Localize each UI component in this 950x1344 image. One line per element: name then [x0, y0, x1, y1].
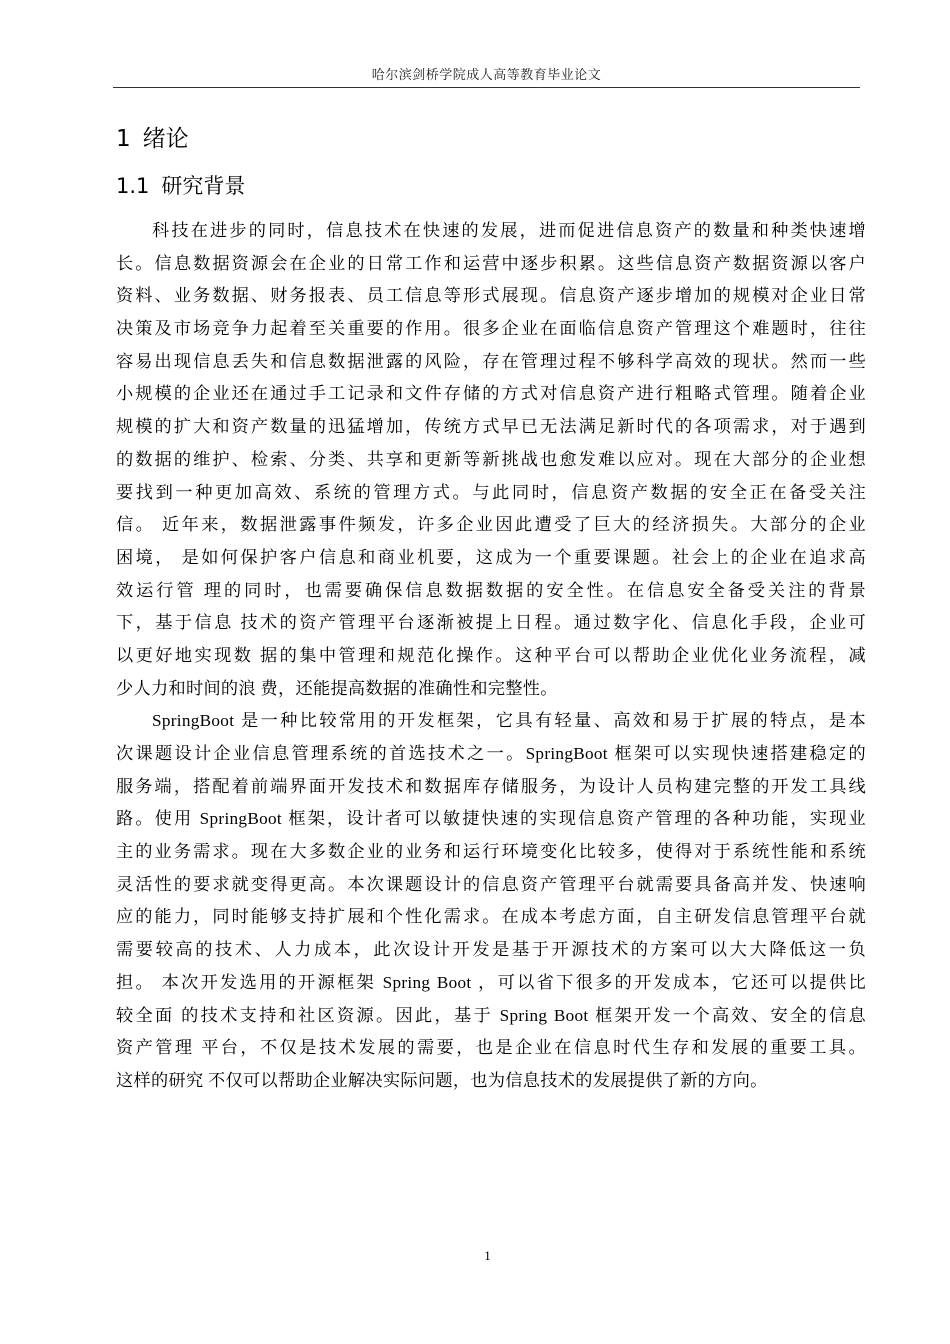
text-line: 要找到一种更加高效、系统的管理方式。与此同时，信息资产数据的安全正在备受关注: [116, 482, 866, 502]
paragraph-1: [116, 215, 866, 705]
section-heading: [116, 171, 245, 201]
header-rule: [113, 87, 860, 88]
text-line: 长。信息数据资源会在企业的日常工作和运营中逐步积累。这些信息资产数据资源以客户: [116, 253, 866, 273]
text-line: 应的能力，同时能够支持扩展和个性化需求。在成本考虑方面，自主研发信息管理平台就: [116, 907, 866, 927]
chapter-heading: [116, 123, 189, 155]
section-number: 1.1: [116, 174, 150, 198]
text-line: 少人力和时间的浪 费，还能提高数据的准确性和完整性。: [116, 678, 558, 698]
chapter-number: 1: [116, 126, 131, 152]
text-line: 的数据的维护、检索、分类、共享和更新等新挑战也愈发难以应对。现在大部分的企业想: [116, 449, 866, 469]
page-number: 1: [484, 1248, 491, 1263]
text-line: 次课题设计企业信息管理系统的首选技术之一。SpringBoot 框架可以实现快速搭建稳定的: [116, 744, 866, 763]
text-line: SpringBoot 是一种比较常用的开发框架，它具有轻量、高效和易于扩展的特点，是本: [152, 711, 866, 731]
paragraph-2: [116, 705, 866, 1097]
text-line: 科技在进步的同时，信息技术在快速的发展，进而促进信息资产的数量和种类快速增: [152, 221, 866, 240]
text-line: 小规模的企业还在通过手工记录和文件存储的方式对信息资产进行粗略式管理。随着企业: [116, 384, 866, 404]
body-text: [116, 215, 866, 1098]
text-line: 灵活性的要求就变得更高。本次课题设计的信息资产管理平台就需要具备高并发、快速响: [116, 874, 866, 894]
text-line: 决策及市场竞争力起着至关重要的作用。很多企业在面临信息资产管理这个难题时，往往: [116, 319, 866, 339]
text-line: 困境， 是如何保护客户信息和商业机要，这成为一个重要课题。社会上的企业在追求高: [116, 547, 866, 567]
text-line: 资产管理 平台，不仅是技术发展的需要，也是企业在信息时代生存和发展的重要工具。: [116, 1038, 866, 1058]
section-title: 研究背景: [161, 174, 246, 198]
text-line: 主的业务需求。现在大多数企业的业务和运行环境变化比较多，使得对于系统性能和系统: [116, 842, 866, 862]
text-line: 效运行管 理的同时，也需要确保信息数据数据的安全性。在信息安全备受关注的背景: [116, 580, 866, 600]
text-line: 以更好地实现数 据的集中管理和规范化操作。这种平台可以帮助企业优化业务流程，减: [116, 645, 866, 665]
text-line: 服务端，搭配着前端界面开发技术和数据库存储服务，为设计人员构建完整的开发工具线: [116, 776, 866, 796]
chapter-title: 绪论: [142, 126, 189, 152]
text-line: 下，基于信息 技术的资产管理平台逐渐被提上日程。通过数字化、信息化手段，企业可: [116, 613, 866, 633]
text-line: 担。 本次开发选用的开源框架 Spring Boot ，可以省下很多的开发成本，它还可以提供比: [116, 972, 866, 992]
text-line: 较全面 的技术支持和社区资源。因此，基于 Spring Boot 框架开发一个高效、安全的信息: [116, 1005, 866, 1025]
text-line: 需要较高的技术、人力成本，此次设计开发是基于开源技术的方案可以大大降低这一负: [116, 940, 866, 960]
text-line: 规模的扩大和资产数量的迅猛增加，传统方式早已无法满足新时代的各项需求，对于遇到: [116, 417, 866, 437]
page-header: 哈尔滨剑桥学院成人高等教育毕业论文: [371, 67, 602, 82]
text-line: 这样的研究 不仅可以帮助企业解决实际问题，也为信息技术的发展提供了新的方向。: [116, 1070, 768, 1090]
text-line: 路。使用 SpringBoot 框架，设计者可以敏捷快速的实现信息资产管理的各种功能，实现业: [116, 809, 866, 829]
text-line: 资料、业务数据、财务报表、员工信息等形式展现。信息资产逐步增加的规模对企业日常: [116, 286, 866, 306]
text-line: 信。 近年来，数据泄露事件频发，许多企业因此遭受了巨大的经济损失。大部分的企业: [116, 515, 866, 535]
text-line: 容易出现信息丢失和信息数据泄露的风险，存在管理过程不够科学高效的现状。然而一些: [116, 351, 866, 371]
